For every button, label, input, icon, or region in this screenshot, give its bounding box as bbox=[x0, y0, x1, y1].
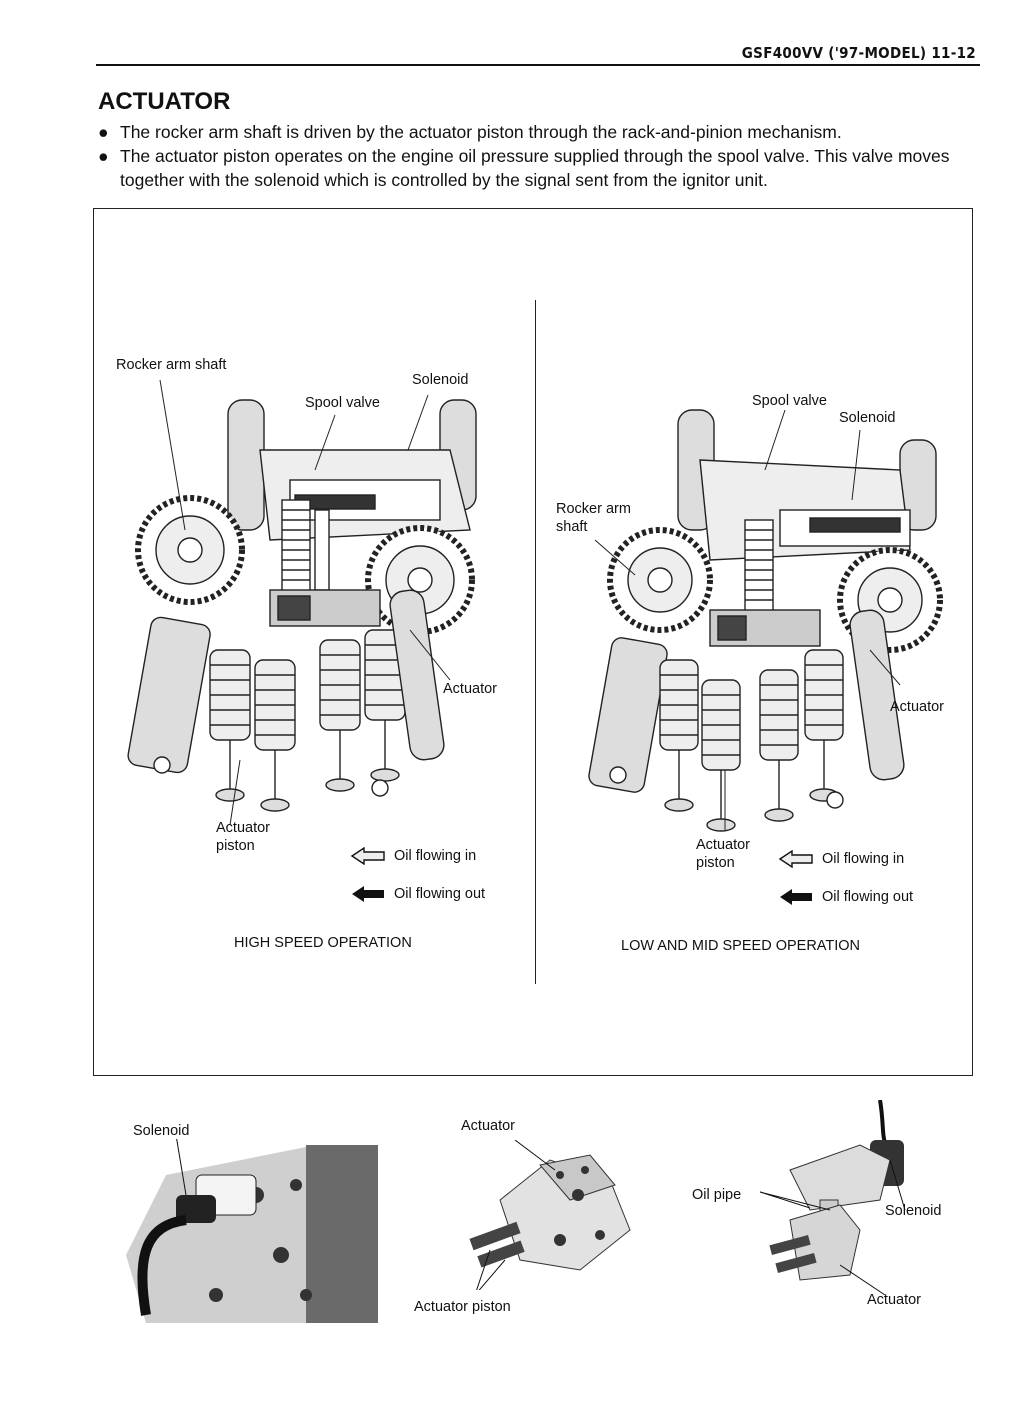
bullet-item bbox=[98, 144, 988, 192]
high-speed-engine-illustration bbox=[110, 360, 530, 830]
photo1-label-solenoid: Solenoid bbox=[133, 1123, 190, 1139]
label-actuator: Actuator bbox=[890, 699, 944, 715]
bullet-item bbox=[98, 120, 988, 144]
bullet-text: The actuator piston operates on the engine oil pressure supplied through the spool valve. This valve moves together with the solenoid which is controlled by the signal sent from the ignitor unit. bbox=[120, 146, 950, 190]
label-actuator-piston-line2: piston bbox=[696, 855, 735, 871]
hollow-arrow-icon bbox=[778, 850, 814, 868]
solid-arrow-icon bbox=[350, 885, 386, 903]
legend-oil-in bbox=[350, 847, 476, 865]
label-spool-valve: Spool valve bbox=[305, 395, 380, 411]
legend-oil-out bbox=[778, 888, 913, 906]
label-actuator: Actuator bbox=[443, 681, 497, 697]
label-actuator-piston-line2: piston bbox=[216, 838, 255, 854]
photo2-label-actuator-piston: Actuator piston bbox=[414, 1299, 511, 1315]
legend-oil-out-label: Oil flowing out bbox=[394, 886, 486, 902]
figure-divider bbox=[535, 300, 536, 984]
label-solenoid: Solenoid bbox=[412, 372, 469, 388]
bullet-dot: ● bbox=[98, 146, 109, 166]
hollow-arrow-icon bbox=[350, 847, 386, 865]
solid-arrow-icon bbox=[778, 888, 814, 906]
header-rule bbox=[96, 64, 980, 66]
photo3-label-solenoid: Solenoid bbox=[885, 1203, 942, 1219]
bullet-dot: ● bbox=[98, 122, 109, 142]
caption-low-mid-speed: LOW AND MID SPEED OPERATION bbox=[621, 938, 861, 954]
label-actuator-piston-line1: Actuator bbox=[696, 837, 750, 853]
label-rocker-arm-shaft: Rocker arm shaft bbox=[116, 357, 227, 373]
legend-oil-in-label: Oil flowing in bbox=[394, 848, 477, 864]
caption-high-speed: HIGH SPEED OPERATION bbox=[234, 935, 412, 951]
label-spool-valve: Spool valve bbox=[752, 393, 827, 409]
legend-oil-out-label: Oil flowing out bbox=[822, 889, 914, 905]
bullet-list bbox=[98, 120, 988, 192]
photo3-label-actuator: Actuator bbox=[867, 1292, 921, 1308]
legend-oil-in bbox=[778, 850, 904, 868]
solenoid-photo bbox=[106, 1135, 378, 1323]
photo3-label-oil-pipe: Oil pipe bbox=[692, 1187, 742, 1203]
actuator-assembly-photo bbox=[740, 1100, 950, 1300]
page-header: GSF400VV ('97-MODEL) 11-12 bbox=[741, 44, 976, 62]
section-title: ACTUATOR bbox=[98, 88, 231, 115]
label-rocker-arm-shaft-line1: Rocker arm bbox=[556, 501, 631, 517]
label-actuator-piston-line1: Actuator bbox=[216, 820, 270, 836]
photo2-label-actuator: Actuator bbox=[461, 1118, 515, 1134]
label-rocker-arm-shaft-line2: shaft bbox=[556, 519, 588, 535]
legend-oil-in-label: Oil flowing in bbox=[822, 851, 905, 867]
bullet-text: The rocker arm shaft is driven by the actuator piston through the rack-and-pinion mechanism. bbox=[120, 122, 842, 142]
low-mid-speed-engine-illustration bbox=[560, 390, 960, 850]
label-solenoid: Solenoid bbox=[839, 410, 896, 426]
legend-oil-out bbox=[350, 885, 485, 903]
actuator-photo bbox=[460, 1140, 640, 1290]
